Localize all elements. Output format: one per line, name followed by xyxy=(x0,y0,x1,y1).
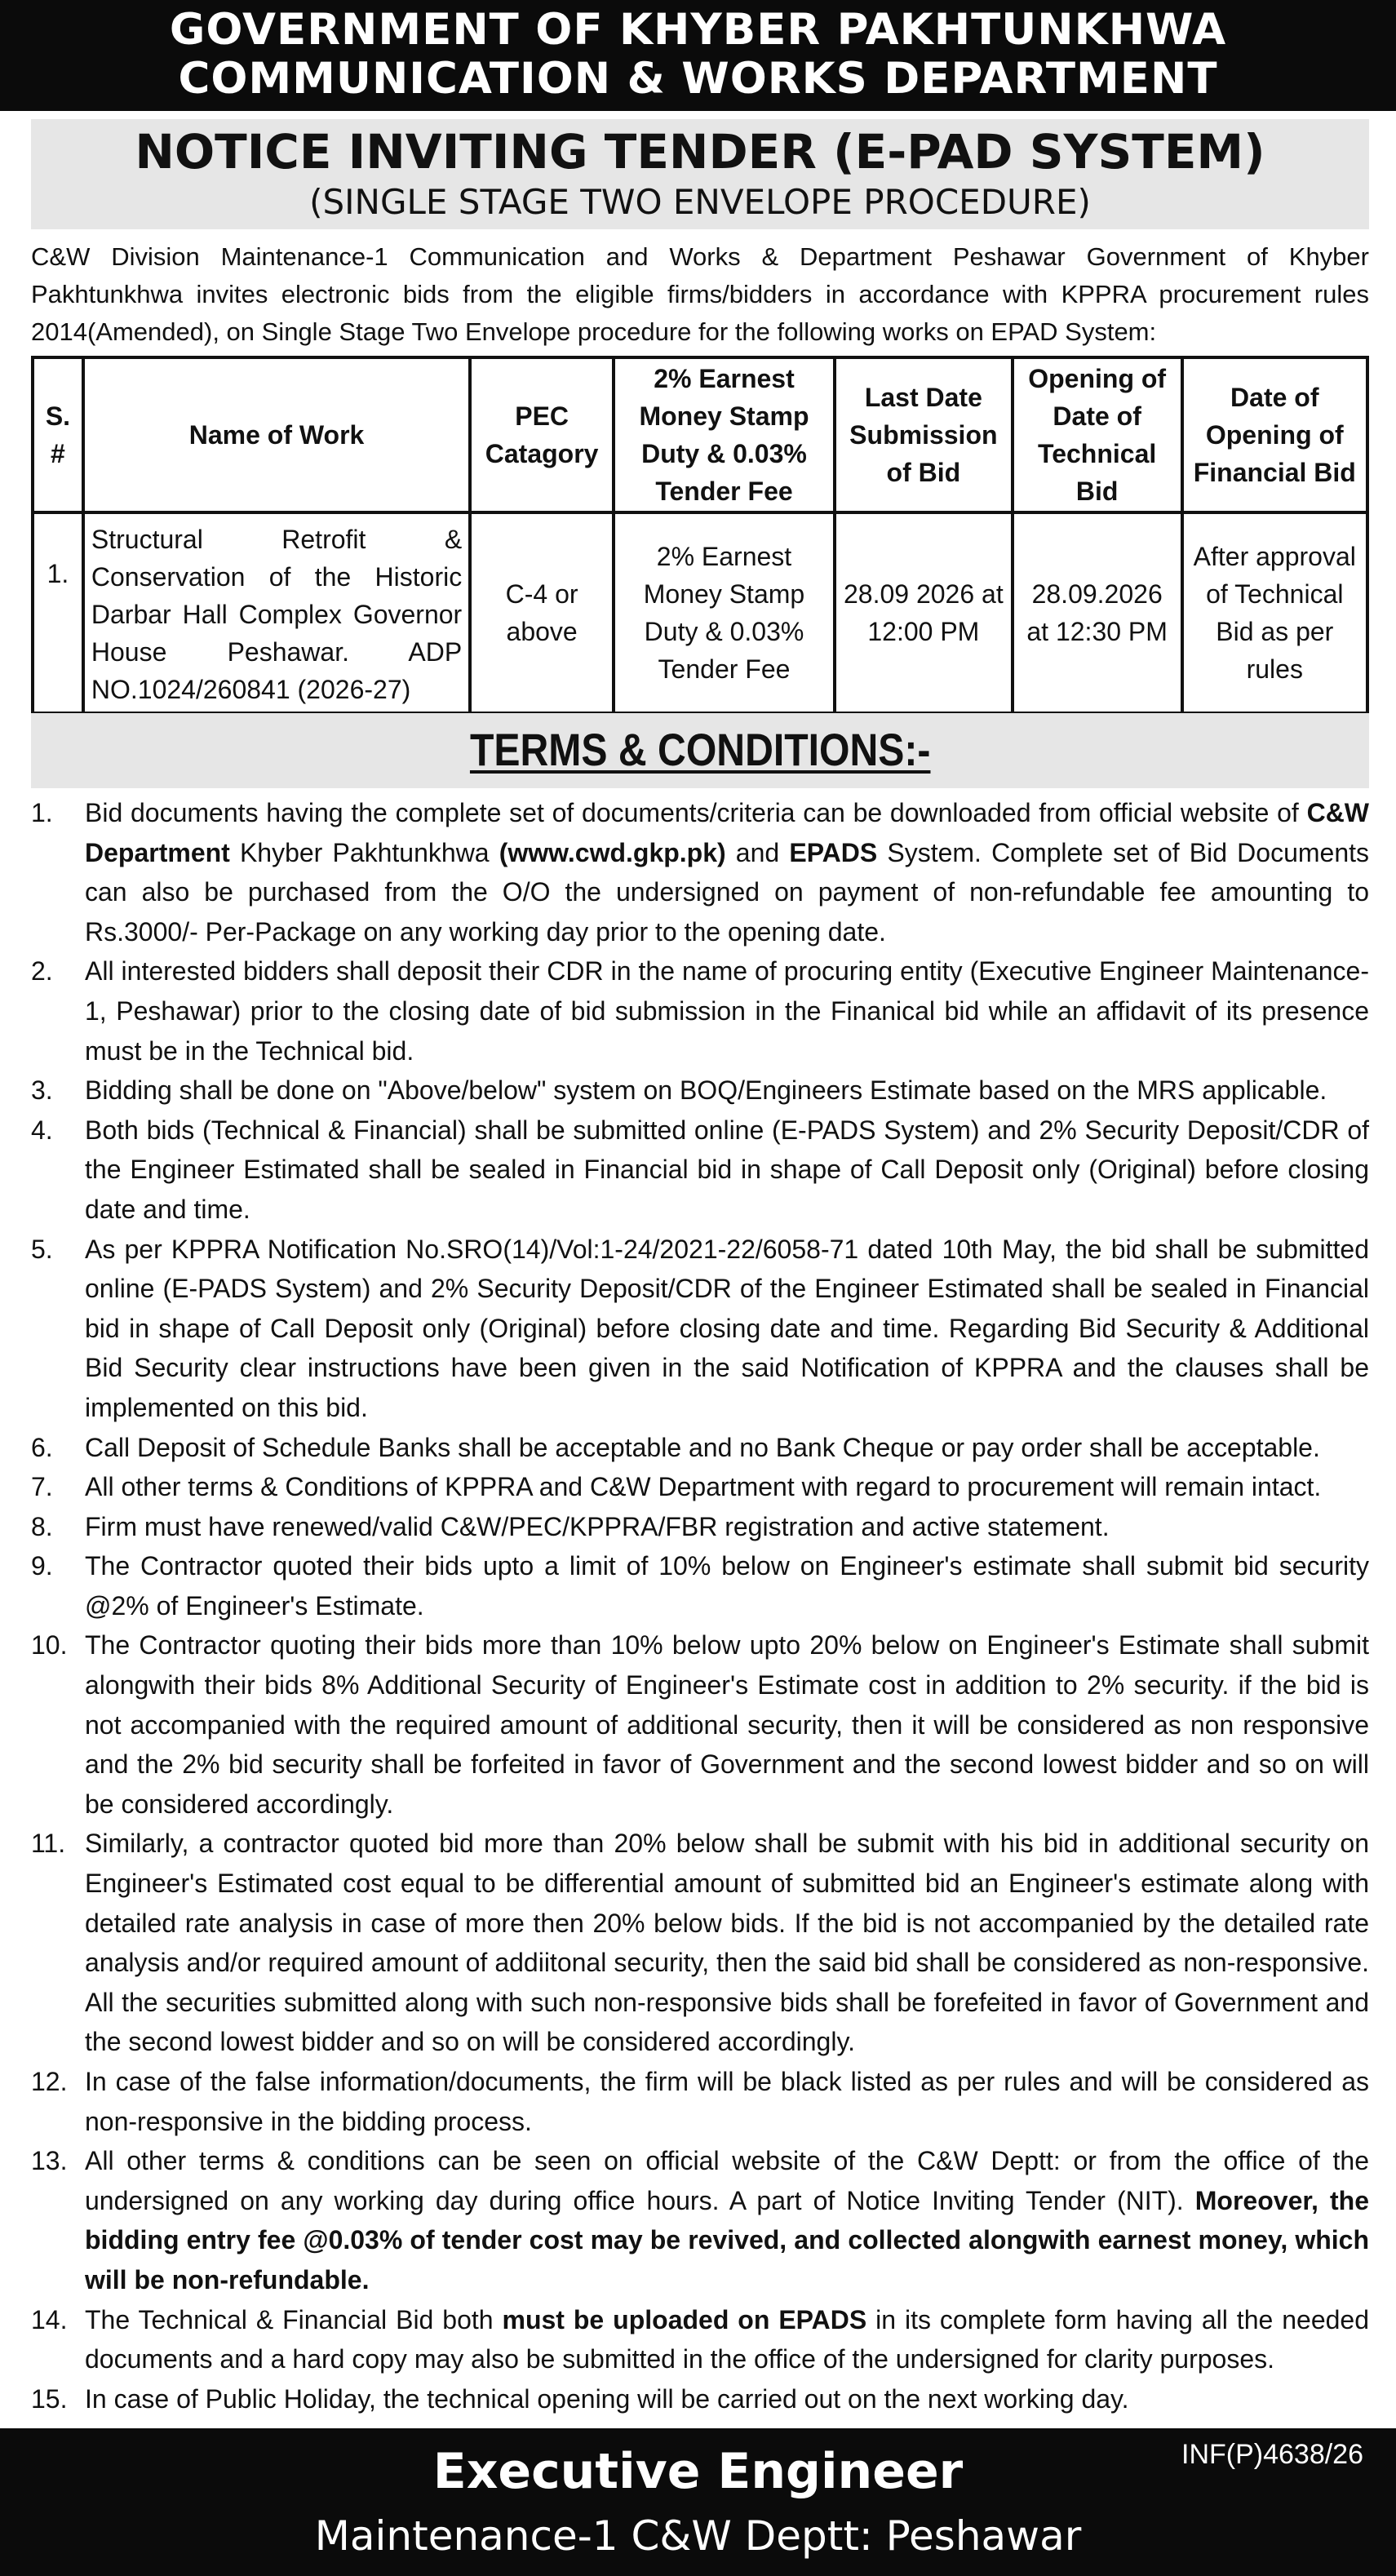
cell-earnest-money: 2% Earnest Money Stamp Duty & 0.03% Tender Fee xyxy=(614,512,835,713)
term-text: Both bids (Technical & Financial) shall be submitted online (E-PADS System) and 2% Security Deposit/CDR of the Engineer Estimated shall be sealed in Financial bid in shape of Call Deposit only (Original) before closing date and time. xyxy=(85,1115,1369,1224)
term-text: and xyxy=(725,837,790,867)
cell-sno: 1. xyxy=(33,512,83,713)
signatory-office: Maintenance-1 C&W Deptt: Peshawar xyxy=(314,2512,1082,2560)
cell-name-of-work: Structural Retrofit & Conservation of the Historic Darbar Hall Complex Governor House Peshawar. ADP NO.1024/260841 (2026-27) xyxy=(83,512,470,713)
term-item xyxy=(31,951,1369,1071)
terms-heading: TERMS & CONDITIONS:- xyxy=(469,724,931,775)
footer-band xyxy=(0,2428,1396,2576)
term-number: 11. xyxy=(31,1829,66,1859)
term-number: 8. xyxy=(31,1511,53,1541)
term-item xyxy=(31,793,1369,951)
term-item xyxy=(31,1824,1369,2062)
term-item xyxy=(31,1625,1369,1824)
term-item xyxy=(31,1428,1369,1468)
term-text: The Technical & Financial Bid both xyxy=(85,2304,503,2334)
signatory-title: Executive Engineer xyxy=(432,2443,964,2500)
header-name-of-work: Name of Work xyxy=(83,357,470,512)
term-number: 15. xyxy=(31,2383,68,2414)
header-last-date: Last Date Submission of Bid xyxy=(835,357,1013,512)
notice-subtitle: (SINGLE STAGE TWO ENVELOPE PROCEDURE) xyxy=(309,182,1091,222)
tender-table xyxy=(31,356,1369,715)
term-item xyxy=(31,2141,1369,2299)
term-text: Call Deposit of Schedule Banks shall be acceptable and no Bank Cheque or pay order shall be acceptable. xyxy=(85,1432,1320,1462)
cell-technical-opening: 28.09.2026 at 12:30 PM xyxy=(1013,512,1182,713)
header-earnest-money: 2% Earnest Money Stamp Duty & 0.03% Tender Fee xyxy=(614,357,835,512)
term-number: 6. xyxy=(31,1432,53,1462)
header-financial-opening: Date of Opening of Financial Bid xyxy=(1182,357,1367,512)
term-item xyxy=(31,2062,1369,2141)
term-number: 12. xyxy=(31,2067,68,2096)
terms-list xyxy=(31,793,1369,2419)
term-text: All other terms & conditions can be seen on official website of the C&W Deptt: or from the office of the undersigned on any working day during office hours. A part of Notice Inviting Tender (NIT). xyxy=(85,2146,1369,2215)
cell-last-date: 28.09 2026 at 12:00 PM xyxy=(835,512,1013,713)
cell-pec-category: C-4 or above xyxy=(470,512,614,713)
term-number: 14. xyxy=(31,2304,68,2334)
term-text: Firm must have renewed/valid C&W/PEC/KPPRA/FBR registration and active statement. xyxy=(85,1511,1110,1541)
term-number: 7. xyxy=(31,1472,53,1502)
term-item xyxy=(31,1546,1369,1625)
term-number: 5. xyxy=(31,1234,53,1264)
term-number: 2. xyxy=(31,956,53,987)
notice-title-box xyxy=(31,119,1369,229)
header-band xyxy=(0,0,1396,111)
term-item xyxy=(31,1071,1369,1111)
term-text: All interested bidders shall deposit their CDR in the name of procuring entity (Executive Engineer Maintenance-1, Peshawar) prior to the closing date of bid submission in the Finanical bid while an affidavit of its presence must be in the Technical bid. xyxy=(85,956,1369,1066)
header-technical-opening: Opening of Date of Technical Bid xyxy=(1013,357,1182,512)
term-item xyxy=(31,1111,1369,1230)
term-number: 13. xyxy=(31,2146,68,2176)
department-title: COMMUNICATION & WORKS DEPARTMENT xyxy=(178,54,1218,104)
notice-title: NOTICE INVITING TENDER (E-PAD SYSTEM) xyxy=(135,124,1265,180)
advert-reference: INF(P)4638/26 xyxy=(1181,2439,1363,2470)
term-text: in its complete form having all the needed documents and a hard copy may also be submitted in the office of the undersigned for clarity purposes. xyxy=(85,2304,1370,2374)
term-text: Similarly, a contractor quoted bid more than 20% below shall be submit with his bid in additional security on Engineer's Estimated cost equal to be differential amount of submitted bid an Engineer's estimate along with detailed rate analysis in case of more then 20% below bids. If the bid is not accompanied by the detailed rate analysis and/or required amount of addiitonal security, then the said bid shall be considered as non-responsive. All the securities submitted along with such non-responsive bids shall be forefeited in favor of Government and the second lowest bidder and so on will be considered accordingly. xyxy=(85,1829,1369,2057)
term-text-bold: C&W Department xyxy=(85,798,1369,867)
term-number: 4. xyxy=(31,1115,53,1145)
table-row xyxy=(33,512,1367,713)
term-number: 1. xyxy=(31,798,53,827)
term-item xyxy=(31,1507,1369,1547)
term-text-bold: must be uploaded on EPADS xyxy=(502,2304,867,2334)
term-text: Bidding shall be done on "Above/below" system on BOQ/Engineers Estimate based on the MRS applicable. xyxy=(85,1075,1327,1106)
term-text-bold: (www.cwd.gkp.pk) xyxy=(499,837,726,867)
term-number: 10. xyxy=(31,1630,68,1660)
term-text-bold: Moreover, the bidding entry fee @0.03% of tender cost may be revived, and collected alongwith earnest money, which will be non-refundable. xyxy=(85,2185,1370,2294)
term-number: 3. xyxy=(31,1075,53,1106)
intro-paragraph: C&W Division Maintenance-1 Communication and Works & Department Peshawar Government of Khyber Pakhtunkhwa invites electronic bids from the eligible firms/bidders in accordance with KPPRA procurement rules 2014(Amended), on Single Stage Two Envelope procedure for the following works on EPAD System: xyxy=(31,242,1369,346)
government-title: GOVERNMENT OF KHYBER PAKHTUNKHWA xyxy=(169,5,1227,55)
table-header-row xyxy=(33,357,1367,512)
term-text: As per KPPRA Notification No.SRO(14)/Vol:1-24/2021-22/6058-71 dated 10th May, the bid shall be submitted online (E-PADS System) and 2% Security Deposit/CDR of the Engineer Estimated shall be sealed in Financial bid in shape of Call Deposit only (Original) before closing date and time. Regarding Bid Security & Additional Bid Security clear instructions have been given in the said Notification of KPPRA and the clauses shall be implemented on this bid. xyxy=(85,1234,1369,1422)
term-text: Khyber Pakhtunkhwa xyxy=(229,837,499,867)
term-text: Bid documents having the complete set of documents/criteria can be downloaded from official website of xyxy=(85,798,1307,827)
term-text: System. Complete set of Bid Documents can also be purchased from the O/O the undersigned on payment of non-refundable fee amounting to Rs.3000/- Per-Package on any working day prior to the opening date. xyxy=(85,837,1370,947)
header-pec-category: PEC Catagory xyxy=(470,357,614,512)
term-number: 9. xyxy=(31,1551,53,1581)
term-item xyxy=(31,1230,1369,1428)
term-item xyxy=(31,1467,1369,1507)
term-text-bold: EPADS xyxy=(789,837,878,867)
term-item xyxy=(31,2300,1369,2379)
term-text: In case of Public Holiday, the technical opening will be carried out on the next working day. xyxy=(85,2383,1129,2414)
term-text: All other terms & Conditions of KPPRA and C&W Department with regard to procurement will remain intact. xyxy=(85,1472,1322,1502)
header-sno: S. # xyxy=(33,357,83,512)
term-text: In case of the false information/documents, the firm will be black listed as per rules and will be considered as non-responsive in the bidding process. xyxy=(85,2067,1369,2136)
cell-financial-opening: After approval of Technical Bid as per rules xyxy=(1182,512,1367,713)
term-text: The Contractor quoted their bids upto a limit of 10% below on Engineer's estimate shall submit bid security @2% of Engineer's Estimate. xyxy=(85,1551,1369,1621)
term-text: The Contractor quoting their bids more than 10% below upto 20% below on Engineer's Estimate shall submit alongwith their bids 8% Additional Security of Engineer's Estimate cost in addition to 2% security. if the bid is not accompanied with the required amount of additional security, then it will be considered as non responsive and the 2% bid security shall be forfeited in favor of Government and the second lowest bidder and so on will be considered accordingly. xyxy=(85,1630,1369,1819)
terms-heading-bar xyxy=(31,713,1369,788)
term-item xyxy=(31,2379,1369,2419)
